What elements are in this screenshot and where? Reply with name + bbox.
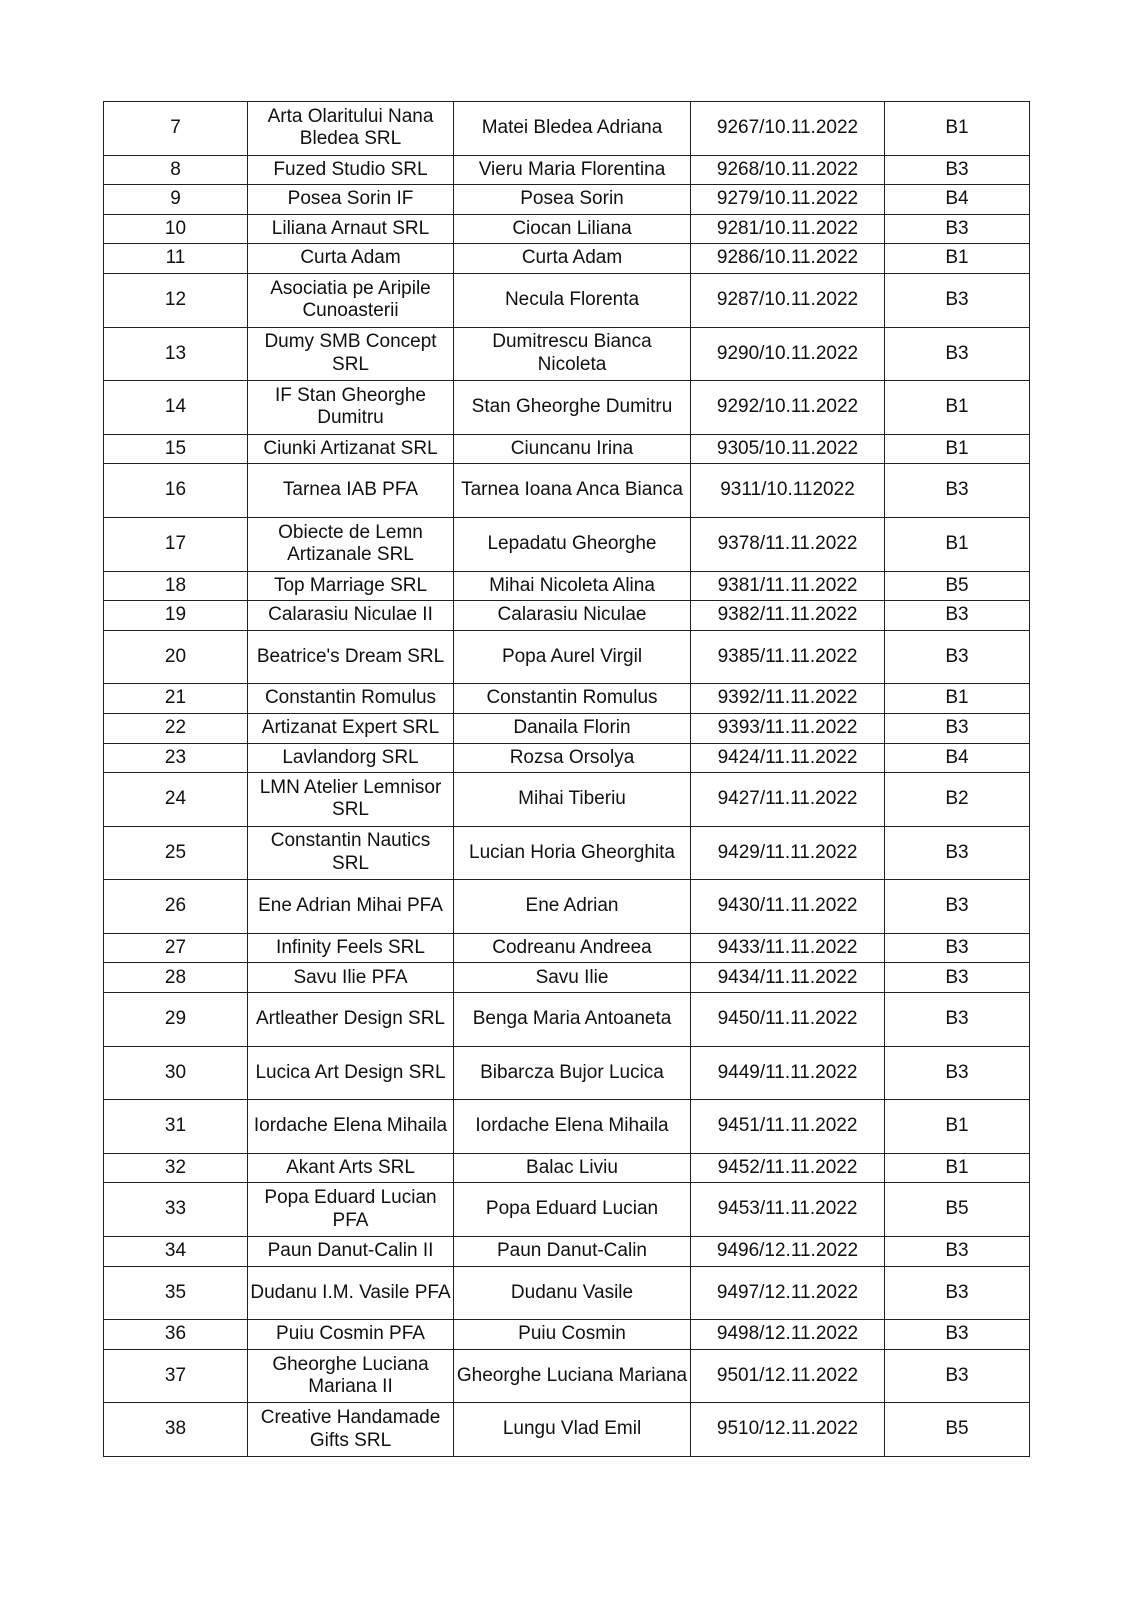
- table-row: [104, 880, 1030, 934]
- category-cell: B1: [885, 684, 1030, 714]
- table-row: [104, 1349, 1030, 1403]
- company-name-cell: Beatrice's Dream SRL: [248, 630, 454, 684]
- table-row: [104, 993, 1030, 1047]
- table-row: [104, 1183, 1030, 1237]
- row-number-cell: 12: [104, 273, 248, 327]
- category-cell: B3: [885, 993, 1030, 1047]
- company-name-cell: Asociatia pe Aripile Cunoasterii: [248, 273, 454, 327]
- row-number-cell: 30: [104, 1046, 248, 1100]
- table-row: [104, 571, 1030, 601]
- company-name-cell: Arta Olaritului Nana Bledea SRL: [248, 102, 454, 156]
- company-name-cell: Popa Eduard Lucian PFA: [248, 1183, 454, 1237]
- registration-number-cell: 9449/11.11.2022: [691, 1046, 885, 1100]
- category-cell: B3: [885, 963, 1030, 993]
- category-cell: B1: [885, 434, 1030, 464]
- company-name-cell: Posea Sorin IF: [248, 185, 454, 215]
- registration-number-cell: 9510/12.11.2022: [691, 1403, 885, 1457]
- company-name-cell: Top Marriage SRL: [248, 571, 454, 601]
- representative-name-cell: Lungu Vlad Emil: [454, 1403, 691, 1457]
- representative-name-cell: Mihai Tiberiu: [454, 773, 691, 827]
- registry-table: [103, 101, 1030, 1457]
- company-name-cell: Liliana Arnaut SRL: [248, 214, 454, 244]
- category-cell: B4: [885, 185, 1030, 215]
- company-name-cell: Creative Handamade Gifts SRL: [248, 1403, 454, 1457]
- row-number-cell: 23: [104, 743, 248, 773]
- company-name-cell: Puiu Cosmin PFA: [248, 1320, 454, 1350]
- table-row: [104, 381, 1030, 435]
- category-cell: B3: [885, 327, 1030, 381]
- company-name-cell: Iordache Elena Mihaila: [248, 1100, 454, 1154]
- registration-number-cell: 9427/11.11.2022: [691, 773, 885, 827]
- company-name-cell: Calarasiu Niculae II: [248, 601, 454, 631]
- category-cell: B3: [885, 826, 1030, 880]
- category-cell: B5: [885, 1183, 1030, 1237]
- table-row: [104, 214, 1030, 244]
- representative-name-cell: Lucian Horia Gheorghita: [454, 826, 691, 880]
- table-row: [104, 1153, 1030, 1183]
- representative-name-cell: Matei Bledea Adriana: [454, 102, 691, 156]
- category-cell: B3: [885, 155, 1030, 185]
- registration-number-cell: 9381/11.11.2022: [691, 571, 885, 601]
- category-cell: B1: [885, 1100, 1030, 1154]
- row-number-cell: 16: [104, 464, 248, 518]
- registration-number-cell: 9268/10.11.2022: [691, 155, 885, 185]
- representative-name-cell: Rozsa Orsolya: [454, 743, 691, 773]
- row-number-cell: 13: [104, 327, 248, 381]
- row-number-cell: 19: [104, 601, 248, 631]
- row-number-cell: 9: [104, 185, 248, 215]
- registration-number-cell: 9451/11.11.2022: [691, 1100, 885, 1154]
- representative-name-cell: Mihai Nicoleta Alina: [454, 571, 691, 601]
- company-name-cell: Fuzed Studio SRL: [248, 155, 454, 185]
- company-name-cell: Infinity Feels SRL: [248, 933, 454, 963]
- registration-number-cell: 9287/10.11.2022: [691, 273, 885, 327]
- registration-number-cell: 9286/10.11.2022: [691, 244, 885, 274]
- registration-number-cell: 9498/12.11.2022: [691, 1320, 885, 1350]
- representative-name-cell: Lepadatu Gheorghe: [454, 517, 691, 571]
- row-number-cell: 26: [104, 880, 248, 934]
- company-name-cell: Tarnea IAB PFA: [248, 464, 454, 518]
- representative-name-cell: Bibarcza Bujor Lucica: [454, 1046, 691, 1100]
- company-name-cell: Ciunki Artizanat SRL: [248, 434, 454, 464]
- row-number-cell: 34: [104, 1237, 248, 1267]
- table-row: [104, 1100, 1030, 1154]
- representative-name-cell: Popa Eduard Lucian: [454, 1183, 691, 1237]
- table-row: [104, 933, 1030, 963]
- table-row: [104, 684, 1030, 714]
- category-cell: B4: [885, 743, 1030, 773]
- representative-name-cell: Calarasiu Niculae: [454, 601, 691, 631]
- table-row: [104, 773, 1030, 827]
- representative-name-cell: Ciuncanu Irina: [454, 434, 691, 464]
- table-row: [104, 1046, 1030, 1100]
- category-cell: B3: [885, 1349, 1030, 1403]
- company-name-cell: Curta Adam: [248, 244, 454, 274]
- row-number-cell: 18: [104, 571, 248, 601]
- registration-number-cell: 9453/11.11.2022: [691, 1183, 885, 1237]
- registration-number-cell: 9279/10.11.2022: [691, 185, 885, 215]
- row-number-cell: 14: [104, 381, 248, 435]
- representative-name-cell: Codreanu Andreea: [454, 933, 691, 963]
- registration-number-cell: 9452/11.11.2022: [691, 1153, 885, 1183]
- table-row: [104, 434, 1030, 464]
- representative-name-cell: Danaila Florin: [454, 713, 691, 743]
- registration-number-cell: 9497/12.11.2022: [691, 1266, 885, 1320]
- category-cell: B3: [885, 880, 1030, 934]
- representative-name-cell: Constantin Romulus: [454, 684, 691, 714]
- row-number-cell: 36: [104, 1320, 248, 1350]
- row-number-cell: 7: [104, 102, 248, 156]
- registration-number-cell: 9501/12.11.2022: [691, 1349, 885, 1403]
- representative-name-cell: Stan Gheorghe Dumitru: [454, 381, 691, 435]
- representative-name-cell: Ene Adrian: [454, 880, 691, 934]
- representative-name-cell: Paun Danut-Calin: [454, 1237, 691, 1267]
- row-number-cell: 31: [104, 1100, 248, 1154]
- table-row: [104, 1320, 1030, 1350]
- representative-name-cell: Gheorghe Luciana Mariana: [454, 1349, 691, 1403]
- category-cell: B3: [885, 273, 1030, 327]
- category-cell: B3: [885, 1046, 1030, 1100]
- table-row: [104, 273, 1030, 327]
- representative-name-cell: Puiu Cosmin: [454, 1320, 691, 1350]
- representative-name-cell: Curta Adam: [454, 244, 691, 274]
- category-cell: B5: [885, 571, 1030, 601]
- registration-number-cell: 9429/11.11.2022: [691, 826, 885, 880]
- category-cell: B3: [885, 713, 1030, 743]
- table-row: [104, 713, 1030, 743]
- table-row: [104, 1403, 1030, 1457]
- representative-name-cell: Balac Liviu: [454, 1153, 691, 1183]
- representative-name-cell: Iordache Elena Mihaila: [454, 1100, 691, 1154]
- category-cell: B1: [885, 1153, 1030, 1183]
- company-name-cell: Dudanu I.M. Vasile PFA: [248, 1266, 454, 1320]
- category-cell: B3: [885, 1266, 1030, 1320]
- row-number-cell: 35: [104, 1266, 248, 1320]
- representative-name-cell: Benga Maria Antoaneta: [454, 993, 691, 1047]
- table-row: [104, 630, 1030, 684]
- table-row: [104, 1266, 1030, 1320]
- company-name-cell: Obiecte de Lemn Artizanale SRL: [248, 517, 454, 571]
- representative-name-cell: Necula Florenta: [454, 273, 691, 327]
- row-number-cell: 37: [104, 1349, 248, 1403]
- table-row: [104, 185, 1030, 215]
- company-name-cell: Constantin Romulus: [248, 684, 454, 714]
- table-row: [104, 743, 1030, 773]
- row-number-cell: 21: [104, 684, 248, 714]
- table-row: [104, 517, 1030, 571]
- representative-name-cell: Tarnea Ioana Anca Bianca: [454, 464, 691, 518]
- row-number-cell: 32: [104, 1153, 248, 1183]
- row-number-cell: 15: [104, 434, 248, 464]
- company-name-cell: Dumy SMB Concept SRL: [248, 327, 454, 381]
- representative-name-cell: Popa Aurel Virgil: [454, 630, 691, 684]
- registration-number-cell: 9392/11.11.2022: [691, 684, 885, 714]
- table-row: [104, 1237, 1030, 1267]
- registration-number-cell: 9424/11.11.2022: [691, 743, 885, 773]
- registration-number-cell: 9496/12.11.2022: [691, 1237, 885, 1267]
- registration-number-cell: 9385/11.11.2022: [691, 630, 885, 684]
- category-cell: B3: [885, 1237, 1030, 1267]
- row-number-cell: 8: [104, 155, 248, 185]
- representative-name-cell: Posea Sorin: [454, 185, 691, 215]
- table-row: [104, 102, 1030, 156]
- category-cell: B3: [885, 464, 1030, 518]
- company-name-cell: Lucica Art Design SRL: [248, 1046, 454, 1100]
- table-row: [104, 464, 1030, 518]
- company-name-cell: Paun Danut-Calin II: [248, 1237, 454, 1267]
- registration-number-cell: 9433/11.11.2022: [691, 933, 885, 963]
- registration-number-cell: 9311/10.112022: [691, 464, 885, 518]
- registration-number-cell: 9430/11.11.2022: [691, 880, 885, 934]
- company-name-cell: Constantin Nautics SRL: [248, 826, 454, 880]
- row-number-cell: 29: [104, 993, 248, 1047]
- table-row: [104, 327, 1030, 381]
- registration-number-cell: 9382/11.11.2022: [691, 601, 885, 631]
- row-number-cell: 27: [104, 933, 248, 963]
- row-number-cell: 17: [104, 517, 248, 571]
- company-name-cell: Artleather Design SRL: [248, 993, 454, 1047]
- company-name-cell: Gheorghe Luciana Mariana II: [248, 1349, 454, 1403]
- row-number-cell: 11: [104, 244, 248, 274]
- table-row: [104, 601, 1030, 631]
- registration-number-cell: 9434/11.11.2022: [691, 963, 885, 993]
- category-cell: B1: [885, 517, 1030, 571]
- category-cell: B3: [885, 601, 1030, 631]
- category-cell: B3: [885, 933, 1030, 963]
- category-cell: B1: [885, 102, 1030, 156]
- registration-number-cell: 9281/10.11.2022: [691, 214, 885, 244]
- row-number-cell: 25: [104, 826, 248, 880]
- registration-number-cell: 9305/10.11.2022: [691, 434, 885, 464]
- table-row: [104, 963, 1030, 993]
- representative-name-cell: Vieru Maria Florentina: [454, 155, 691, 185]
- registration-number-cell: 9393/11.11.2022: [691, 713, 885, 743]
- representative-name-cell: Ciocan Liliana: [454, 214, 691, 244]
- row-number-cell: 24: [104, 773, 248, 827]
- registration-number-cell: 9378/11.11.2022: [691, 517, 885, 571]
- company-name-cell: Akant Arts SRL: [248, 1153, 454, 1183]
- category-cell: B1: [885, 244, 1030, 274]
- company-name-cell: IF Stan Gheorghe Dumitru: [248, 381, 454, 435]
- table-row: [104, 244, 1030, 274]
- row-number-cell: 22: [104, 713, 248, 743]
- registry-table-body: [104, 102, 1030, 1457]
- table-row: [104, 155, 1030, 185]
- registration-number-cell: 9267/10.11.2022: [691, 102, 885, 156]
- registration-number-cell: 9290/10.11.2022: [691, 327, 885, 381]
- row-number-cell: 20: [104, 630, 248, 684]
- category-cell: B3: [885, 630, 1030, 684]
- representative-name-cell: Savu Ilie: [454, 963, 691, 993]
- registration-number-cell: 9292/10.11.2022: [691, 381, 885, 435]
- company-name-cell: Lavlandorg SRL: [248, 743, 454, 773]
- row-number-cell: 28: [104, 963, 248, 993]
- category-cell: B3: [885, 1320, 1030, 1350]
- representative-name-cell: Dumitrescu Bianca Nicoleta: [454, 327, 691, 381]
- representative-name-cell: Dudanu Vasile: [454, 1266, 691, 1320]
- company-name-cell: Ene Adrian Mihai PFA: [248, 880, 454, 934]
- row-number-cell: 38: [104, 1403, 248, 1457]
- row-number-cell: 10: [104, 214, 248, 244]
- category-cell: B2: [885, 773, 1030, 827]
- row-number-cell: 33: [104, 1183, 248, 1237]
- category-cell: B3: [885, 214, 1030, 244]
- company-name-cell: LMN Atelier Lemnisor SRL: [248, 773, 454, 827]
- company-name-cell: Artizanat Expert SRL: [248, 713, 454, 743]
- category-cell: B5: [885, 1403, 1030, 1457]
- table-row: [104, 826, 1030, 880]
- registration-number-cell: 9450/11.11.2022: [691, 993, 885, 1047]
- company-name-cell: Savu Ilie PFA: [248, 963, 454, 993]
- category-cell: B1: [885, 381, 1030, 435]
